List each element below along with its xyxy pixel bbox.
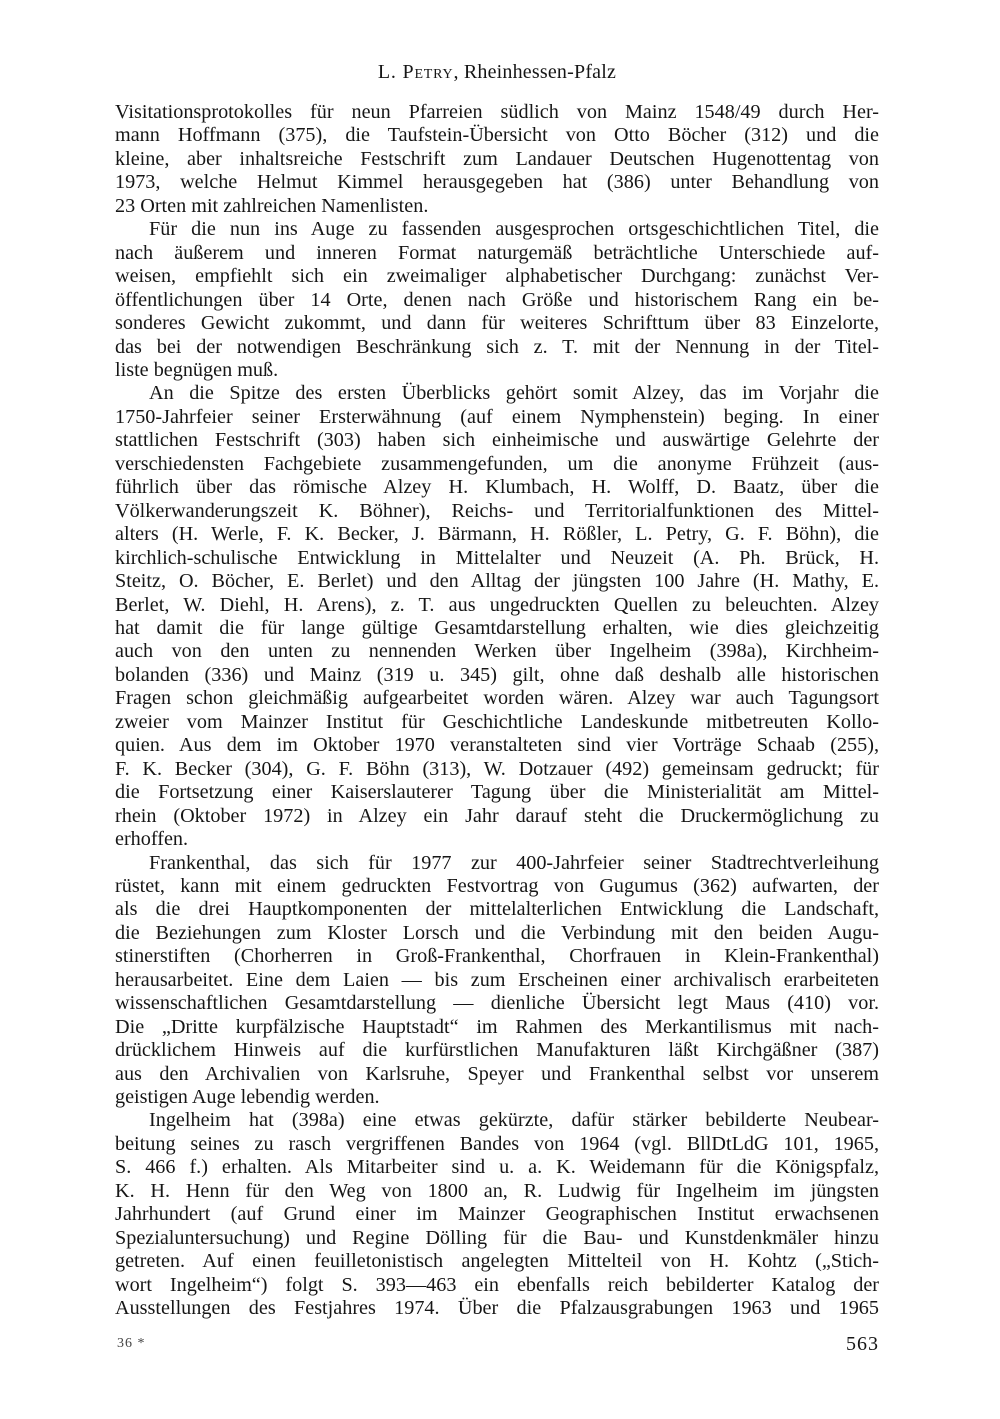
text-line: sonderes Gewicht zukommt, und dann für weiteres Schrifttum über 83 Einzelorte, [115,312,879,335]
text-line: Für die nun ins Auge zu fassenden ausgesprochen ortsgeschichtlichen Titel, die [149,218,879,241]
text-line: mann Hoffmann (375), die Taufstein-Übersicht von Otto Böcher (312) und die [115,124,879,147]
running-head [115,58,879,86]
header-title: , Rheinhessen-Pfalz [453,61,617,83]
text-line: liste begnügen muß. [115,358,279,381]
text-line: stattlichen Festschrift (303) haben sich einheimische und auswärtige Gelehrte der [115,429,879,452]
text-line: alters (H. Werle, F. K. Becker, J. Bärmann, H. Rößler, L. Petry, G. F. Böhn), die [115,523,879,546]
text-line: nach äußerem und inneren Format naturgemäß beträchtliche Unterschiede auf- [115,241,879,264]
text-line: S. 466 f.) erhalten. Als Mitarbeiter sind u. a. K. Weidemann für die Königspfalz, [115,1156,879,1179]
text-line: drücklichem Hinweis auf die kurfürstlichen Manufakturen läßt Kirchgäßner (387) [115,1039,879,1062]
text-line: Spezialuntersuchung) und Regine Dölling für die Bau- und Kunstdenkmäler hinzu [115,1226,879,1249]
text-line: das bei der notwendigen Beschränkung sich z. T. mit der Nennung in der Titel- [115,335,879,358]
text-line: herausarbeitet. Eine dem Laien — bis zum Erscheinen einer archivalisch erarbeiteten [115,968,879,991]
text-line: die Fortsetzung einer Kaiserslauterer Tagung über die Ministerialität am Mittel- [115,781,879,804]
text-line: quien. Aus dem im Oktober 1970 veranstalteten sind vier Vorträge Schaab (255), [115,734,879,757]
text-line: kleine, aber inhaltsreiche Festschrift zum Landauer Deutschen Hugenottentag von [115,147,879,170]
text-line: kirchlich-schulische Entwicklung in Mittelalter und Neuzeit (A. Ph. Brück, H. [115,546,879,569]
text-line: bolanden (336) und Mainz (319 u. 345) gilt, ohne daß deshalb alle historischen [115,663,879,686]
text-line: rüstet, kann mit einem gedruckten Festvortrag von Gugumus (362) aufwarten, der [115,874,879,897]
text-line: als die drei Hauptkomponenten der mittelalterlichen Entwicklung die Landschaft, [115,898,879,921]
text-line: aus den Archivalien von Karlsruhe, Speyer und Frankenthal selbst vor unserem [115,1062,879,1085]
text-line: 23 Orten mit zahlreichen Namenlisten. [115,194,429,217]
text-line: verschiedensten Fachgebiete zusammengefunden, um die anonyme Frühzeit (aus- [115,452,879,475]
paragraph [115,852,879,1110]
text-line: stinerstiften (Chorherren in Groß-Frankenthal, Chorfrauen in Klein-Frankenthal) [115,945,879,968]
text-line: F. K. Becker (304), G. F. Böhn (313), W. Dotzauer (492) gemeinsam gedruckt; für [115,757,879,780]
text-line: die Beziehungen zum Kloster Lorsch und die Verbindung mit den beiden Augu- [115,921,879,944]
text-line: Ingelheim hat (398a) eine etwas gekürzte, dafür stärker bebilderte Neubear- [149,1109,879,1132]
header-author: L. Petry [377,61,454,83]
text-line: Ausstellungen des Festjahres 1974. Über die Pfalzausgrabungen 1963 und 1965 [115,1297,879,1320]
text-line: beitung seines zu rasch vergriffenen Bandes von 1964 (vgl. BllDtLdG 101, 1965, [115,1132,879,1155]
text-line: zweier vom Mainzer Institut für Geschichtliche Landeskunde mitbetreuten Kollo- [115,710,879,733]
text-line: öffentlichungen über 14 Orte, denen nach Größe und historischem Rang ein be- [115,288,879,311]
paragraph [115,1109,879,1320]
text-line: weisen, empfiehlt sich ein zweimaliger alphabetischer Durchgang: zunächst Ver- [115,265,879,288]
text-line: Frankenthal, das sich für 1977 zur 400-Jahrfeier seiner Stadtrechtverleihung [149,851,879,874]
paragraph [115,382,879,851]
text-line: führlich über das römische Alzey H. Klumbach, H. Wolff, D. Baatz, über die [115,476,879,499]
text-line: An die Spitze des ersten Überblicks gehört somit Alzey, das im Vorjahr die [149,382,879,405]
text-line: auch von den unten zu nennenden Werken über Ingelheim (398a), Kirchheim- [115,640,879,663]
text-line: wissenschaftlichen Gesamtdarstellung — dienliche Übersicht legt Maus (410) vor. [115,992,879,1015]
text-line: Berlet, W. Diehl, H. Arens), z. T. aus ungedruckten Quellen zu beleuchten. Alzey [115,593,879,616]
text-line: Jahrhundert (auf Grund einer im Mainzer Geographischen Institut erwachsenen [115,1203,879,1226]
text-line: Die „Dritte kurpfälzische Hauptstadt“ im Rahmen des Merkantilismus mit nach- [115,1015,879,1038]
signature-mark: 36 * [117,1336,146,1351]
text-line: 1750-Jahrfeier seiner Ersterwähnung (auf einem Nymphenstein) beging. In einer [115,405,879,428]
text-line: Fragen schon gleichmäßig aufgearbeitet worden wären. Alzey war auch Tagungsort [115,687,879,710]
body-text [115,101,879,1321]
text-line: geistigen Auge lebendig werden. [115,1086,380,1109]
text-line: 1973, welche Helmut Kimmel herausgegeben hat (386) unter Behandlung von [115,171,879,194]
page-number: 563 [846,1333,879,1355]
text-line: K. H. Henn für den Weg von 1800 an, R. Ludwig für Ingelheim im jüngsten [115,1179,879,1202]
text-line: Visitationsprotokolles für neun Pfarreien südlich von Mainz 1548/49 durch Her- [115,101,879,123]
text-line: hat damit die für lange gültige Gesamtdarstellung erhalten, wie dies gleichzeitig [115,616,879,639]
paragraph [115,218,879,382]
text-line: wort Ingelheim“) folgt S. 393—463 ein ebenfalls reich bebilderter Katalog der [115,1273,879,1296]
text-line: getreten. Auf einen feuilletonistisch angelegten Mittelteil von H. Kohtz („Stich- [115,1250,879,1273]
text-line: erhoffen. [115,828,189,851]
text-line: rhein (Oktober 1972) in Alzey ein Jahr darauf steht die Druckermöglichung zu [115,804,879,827]
text-line: Steitz, O. Böcher, E. Berlet) und den Alltag der jüngsten 100 Jahre (H. Mathy, E. [115,570,879,593]
text-line: Völkerwanderungszeit K. Böhner), Reichs- und Territorialfunktionen des Mittel- [115,499,879,522]
paragraph [115,101,879,218]
